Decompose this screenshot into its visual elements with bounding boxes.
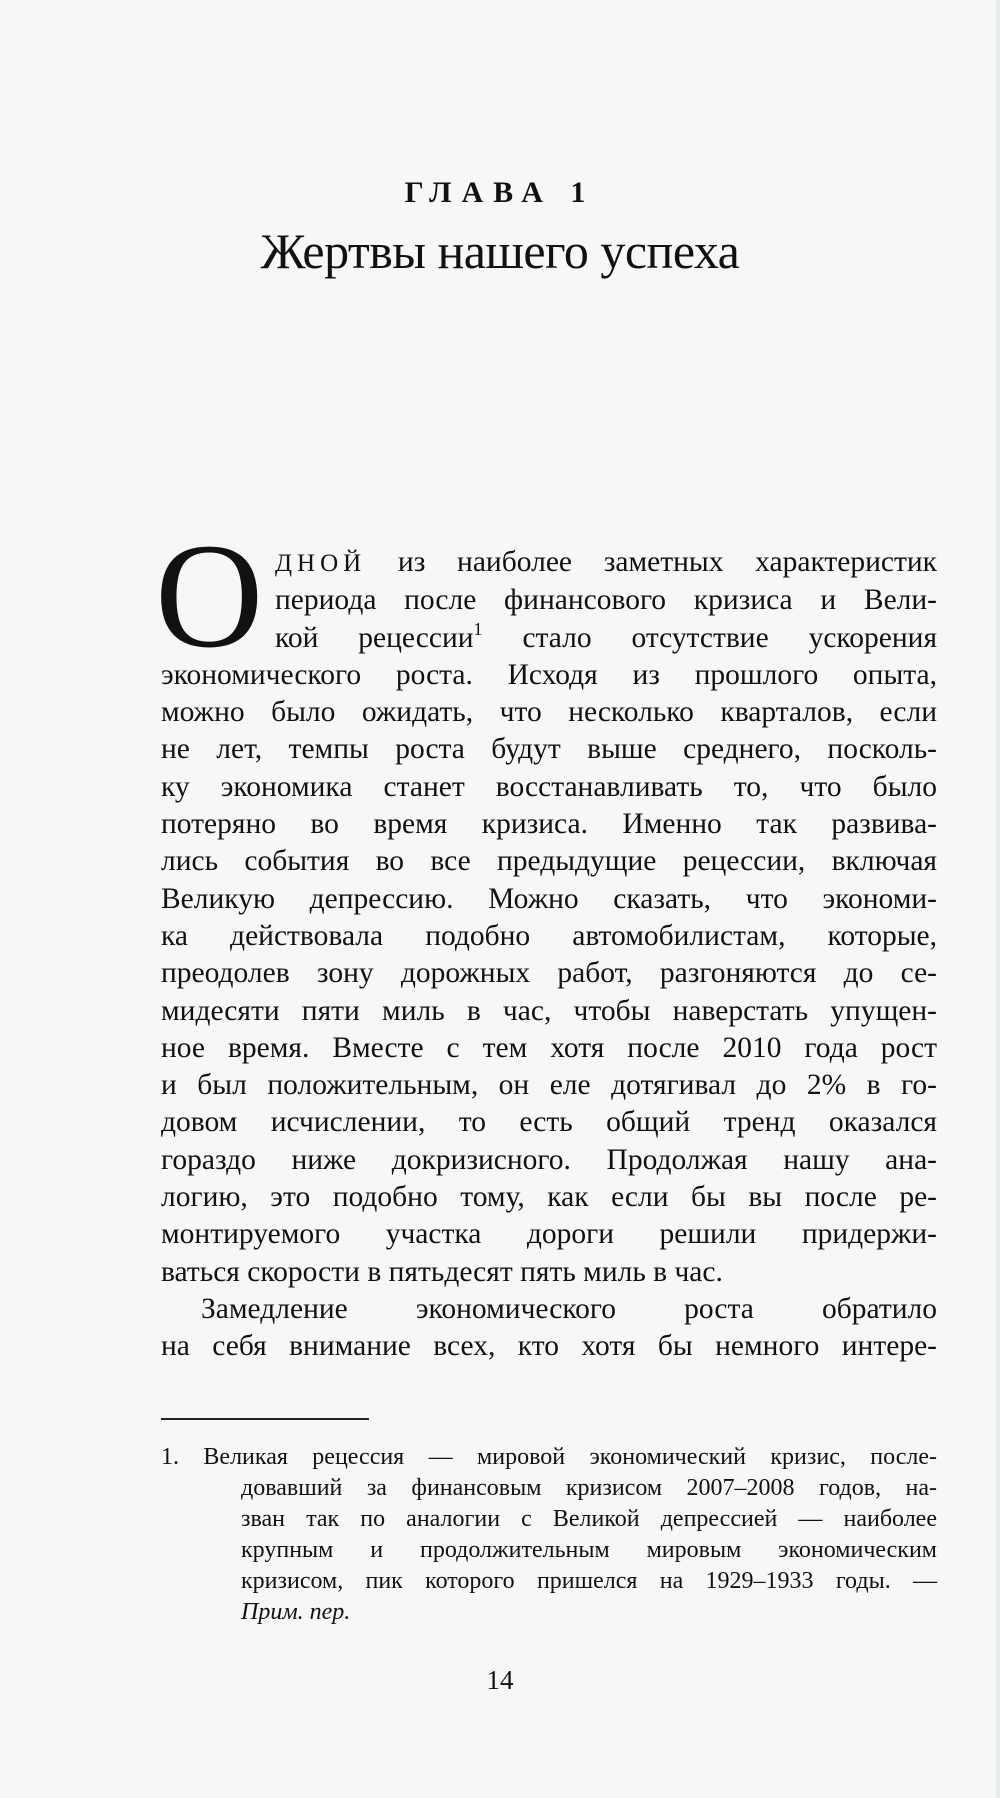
body-line: логию, это подобно тому, как если бы вы после ре-: [161, 1181, 937, 1214]
body-line: периода после финансового кризиса и Вели-: [275, 584, 937, 617]
body-line: потеряно во время кризиса. Именно так развива-: [161, 808, 937, 841]
chapter-title: Жертвы нашего успеха: [260, 223, 740, 279]
body-line: ка действовала подобно автомобилистам, которые,: [161, 919, 937, 952]
body-line: ДНОЙ из наиболее заметных характеристик: [275, 546, 938, 578]
footnote-line: кризисом, пик которого пришелся на 1929–1933 годы. —: [241, 1568, 937, 1594]
translator-note: Прим. пер.: [241, 1599, 351, 1625]
body-line: и был положительным, он еле дотягивал до 2% в го-: [161, 1069, 937, 1102]
footnote-ref[interactable]: 1: [473, 618, 483, 639]
body-line: можно было ожидать, что несколько кварталов, если: [161, 696, 937, 729]
body-line: на себя внимание всех, кто хотя бы немного интере-: [161, 1330, 937, 1363]
body-line: мидесяти пяти миль в час, чтобы наверстать упущен-: [161, 994, 937, 1027]
footnote: [161, 1442, 937, 1628]
footnote-divider: [161, 1418, 369, 1420]
body-line: не лет, темпы роста будут выше среднего, посколь-: [161, 733, 937, 766]
footnote-line: 1. Великая рецессия — мировой экономический кризис, после-: [161, 1444, 937, 1470]
body-line: преодолев зону дорожных работ, разгоняются до се-: [161, 957, 937, 990]
first-word-smallcaps: ДНОЙ: [275, 550, 367, 577]
body-line: довом исчислении, то есть общий тренд оказался: [161, 1106, 937, 1139]
footnote-line: довавший за финансовым кризисом 2007–2008 годов, на-: [241, 1475, 937, 1501]
body-line: Замедление экономического роста обратило: [201, 1292, 937, 1325]
body-line: Великую депрессию. Можно сказать, что экономи-: [161, 882, 937, 915]
body-line: ваться скорости в пятьдесят пять миль в час.: [161, 1255, 723, 1288]
drop-cap: О: [155, 513, 264, 679]
page-edge: [996, 0, 1000, 1798]
footnote-line: крупным и продолжительным мировым экономическим: [241, 1537, 937, 1563]
body-line: ку экономика станет восстанавливать то, что было: [161, 770, 937, 803]
body-line: лись события во все предыдущие рецессии, включая: [161, 845, 937, 878]
page-number: 14: [486, 1665, 514, 1695]
body-line: монтируемого участка дороги решили придержи-: [161, 1218, 937, 1251]
body-line: кой рецессии$^1$ стало отсутствие ускорения: [275, 618, 938, 654]
chapter-label: ГЛАВА 1: [404, 176, 596, 209]
body-line: ное время. Вместе с тем хотя после 2010 года рост: [161, 1031, 937, 1064]
footnote-line: зван так по аналогии с Великой депрессией — наиболее: [241, 1506, 937, 1532]
body-text: [155, 513, 938, 1366]
body-line: гораздо ниже докризисного. Продолжая нашу ана-: [161, 1143, 937, 1176]
body-line: экономического роста. Исходя из прошлого опыта,: [161, 658, 937, 691]
footnote-line: [161, 1597, 937, 1628]
